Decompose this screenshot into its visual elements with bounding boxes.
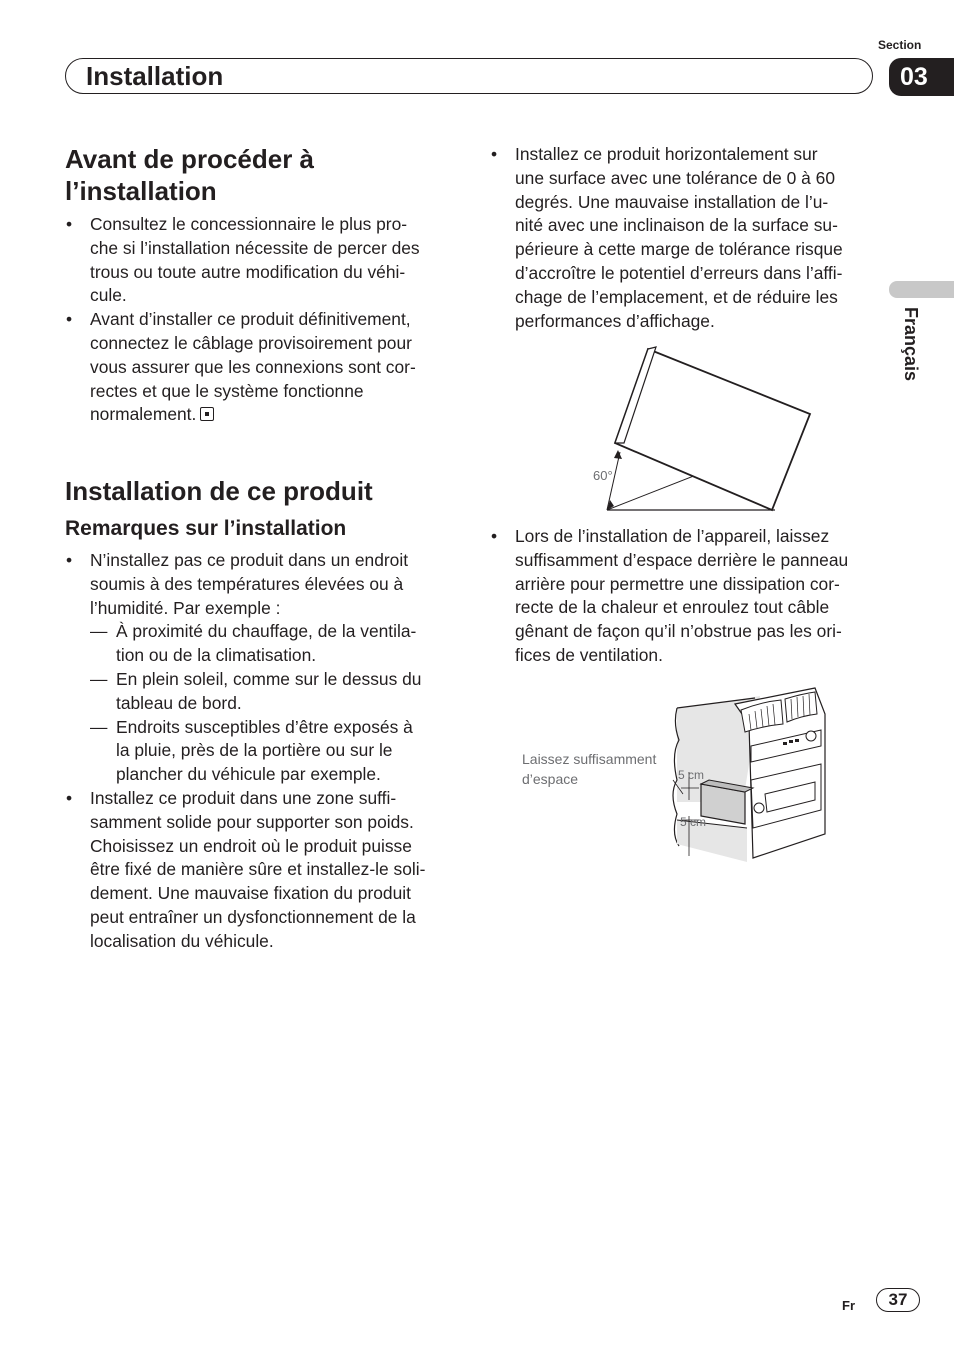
dash-mark: — <box>90 716 108 737</box>
heading-installation-product: Installation de ce produit <box>65 476 373 506</box>
subheading-installation-notes: Remarques sur l’installation <box>65 517 347 540</box>
bullet-dot-icon: • <box>491 526 498 546</box>
page-number: 37 <box>876 1288 920 1312</box>
end-of-section-icon <box>200 407 214 421</box>
section-label: Section <box>878 38 922 52</box>
dash-item: — En plein soleil, comme sur le dessus du tableau de bord. <box>90 668 422 713</box>
clearance-dim-bottom: 5 cm <box>680 815 707 829</box>
list-item: • Lors de l’installation de l’appareil, laissez suffisamment d’espace derrière le panneau arrière pour permettre une dissipation cor- recte de la chaleur et enroulez tout câble gênant de façon qu’il n’obstrue pas les ori- fices de ventilation. <box>491 526 849 665</box>
bullet-list-installation-notes <box>66 549 460 954</box>
heading-before-installation <box>65 143 455 207</box>
tilt-angle-figure <box>560 340 830 515</box>
bullet-dot-icon: • <box>491 144 498 164</box>
bullet-list-before-installation <box>66 213 460 427</box>
heading-line-1: Avant de procéder à <box>65 144 315 174</box>
language-tab-marker <box>889 281 954 298</box>
list-item: • Installez ce produit dans une zone suffi- samment solide pour supporter son poids. Choisissez un endroit où le produit puisse être fixé de manière sûre et installez-le soli- dement. Une mauvaise fixation du produit peut entraîner un dysfonctionnement de la localisation du véhicule. <box>66 787 426 951</box>
dash-list <box>90 620 460 787</box>
angle-label: 60° <box>593 468 613 483</box>
bay-knob-icon <box>754 803 764 813</box>
bullet-dot-icon: • <box>66 309 73 330</box>
dash-item: — Endroits susceptibles d’être exposés à la pluie, près de la portière ou sur le plancher du véhicule par exemple. <box>90 716 413 785</box>
bullet-dot-icon: • <box>66 550 73 570</box>
bullet-ventilation <box>491 525 885 668</box>
footer-language-code: Fr <box>842 1298 855 1313</box>
list-item: • Installez ce produit horizontalement sur une surface avec une tolérance de 0 à 60 degrés. Une mauvaise installation de l’u- nité avec une inclinaison de la surface su- périeure à cette marge de tolérance risque d’accroître le potentiel d’erreurs dans l’affi- chage de l’emplacement, et de réduire les performances d’affichage. <box>491 144 843 331</box>
bullet-dot-icon: • <box>66 214 73 234</box>
clearance-dim-top: 5 cm <box>678 768 705 782</box>
heading-line-2: l’installation <box>65 176 217 206</box>
chapter-title: Installation <box>86 61 224 91</box>
list-item: • N’installez pas ce produit dans un endroit soumis à des températures élevées ou à l’humidité. Par exemple : <box>66 550 409 618</box>
clearance-label: Laissez suffisamment d’espace <box>522 751 657 787</box>
language-tab-label: Français <box>901 307 921 382</box>
list-item: • Consultez le concessionnaire le plus pro- che si l’installation nécessite de percer des trous ou toute autre modification du véhi- cule. <box>66 214 420 306</box>
dash-mark: — <box>90 621 108 642</box>
bullet-horizontal-install <box>491 143 885 333</box>
dashboard-clearance-figure <box>665 684 835 866</box>
knob-icon <box>806 731 816 741</box>
dash-item: — À proximité du chauffage, de la ventila- tion ou de la climatisation. <box>90 621 417 666</box>
list-item: • Avant d’installer ce produit définitivement, connectez le câblage provisoirement pour vous assurer que les connexions sont cor- rectes et que le système fonctionne normalement. <box>66 309 416 425</box>
dash-mark: — <box>90 668 108 689</box>
section-number-badge: 03 <box>889 58 954 96</box>
arrow-head-icon <box>614 450 622 459</box>
bullet-dot-icon: • <box>66 787 73 808</box>
